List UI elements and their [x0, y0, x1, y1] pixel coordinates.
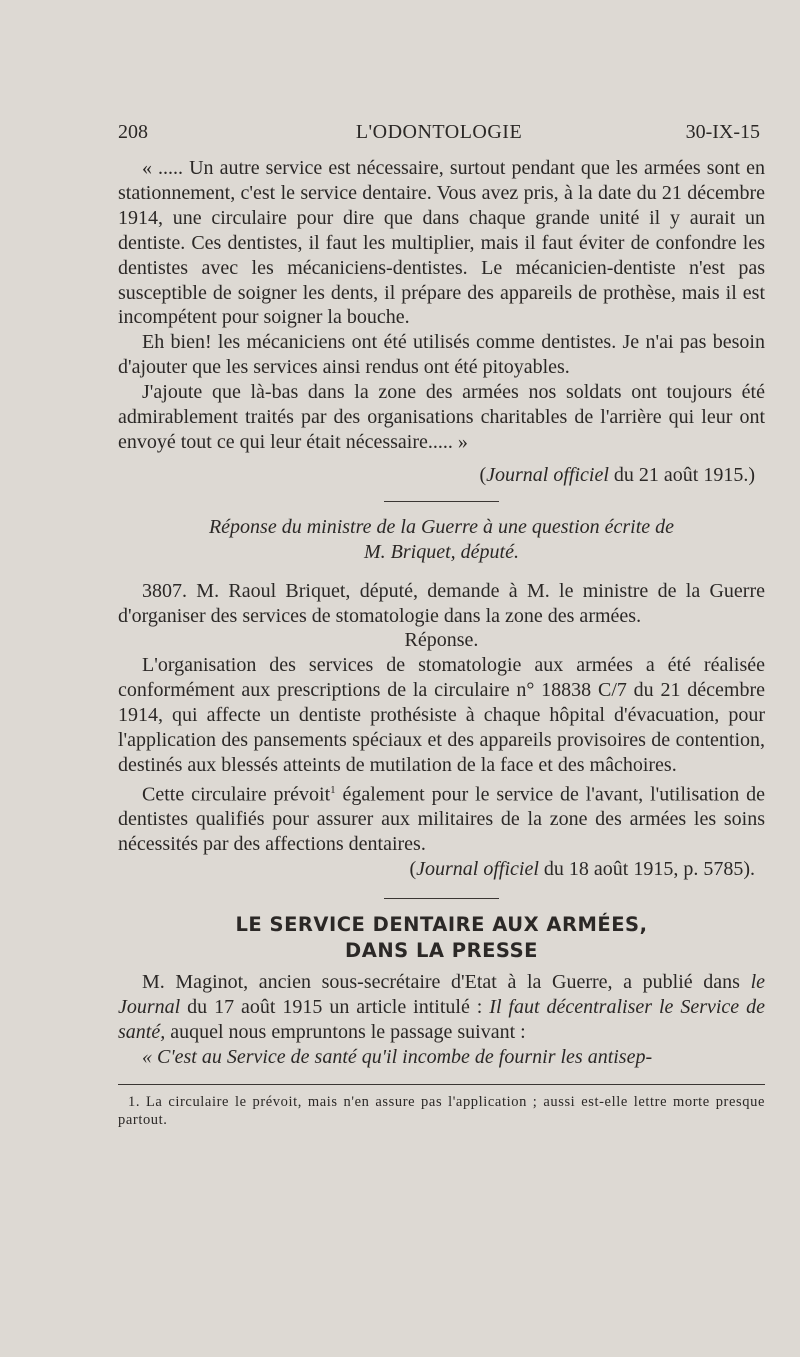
citation-2: (Journal officiel du 18 août 1915, p. 5785). [409, 858, 755, 881]
question-heading: Réponse du ministre de la Guerre à une question écrite de M. Briquet, député. [208, 515, 675, 563]
paragraph-reponse: L'organisation des services de stomatologie aux armées a été réalisée conformément aux prescriptions de la circulaire n° 18838 C/7 du 21 décembre 1914, qui affecte un dentiste prothésiste à chaque hôpital d'évacuation, pour l'application des pansements spéciaux et des appareils provisoires de contention, destinés aux blessés atteints de mutilation de la face et des mâchoires. [118, 654, 765, 776]
citation-1: (Journal officiel du 21 août 1915.) [479, 463, 755, 486]
paragraph-circulaire: Cette circulaire prévoit$^1$ également pour le service de l'avant, l'utilisation de dentistes qualifiés pour assurer aux militaires de la zone des armées les soins nécessités par des affections dentaires. [118, 783, 765, 856]
footnote-rule [118, 1084, 765, 1085]
paragraph-maginot: M. Maginot, ancien sous-secrétaire d'Etat à la Guerre, a publié dans le Journal du 17 août 1915 un article intitulé : Il faut décentraliser le Service de santé, auquel nous empruntons le passage suivant : [118, 971, 765, 1043]
separator-rule-1 [384, 501, 499, 502]
reponse-label: Réponse. [404, 629, 479, 652]
page-number: 208 [118, 121, 148, 143]
paragraph-quote-2: Eh bien! les mécaniciens ont été utilisés comme dentistes. Je n'ai pas besoin d'ajouter que les services ainsi rendus ont été pitoyables. [118, 331, 765, 379]
issue-date: 30-IX-15 [685, 121, 760, 143]
footnote-marker: 1 [330, 783, 336, 796]
footnote: 1. La circulaire le prévoit, mais n'en assure pas l'application ; aussi est-elle lettre morte presque partout. [118, 1093, 765, 1128]
running-title: L'ODONTOLOGIE [355, 121, 523, 143]
paragraph-quote-maginot: « C'est au Service de santé qu'il incombe de fournir les antisep- [142, 1045, 653, 1068]
main-text-column [118, 156, 765, 1129]
paragraph-quote-3: J'ajoute que là-bas dans la zone des armées nos soldats ont toujours été admirablement traités par des organisations charitables de l'arrière qui leur ont envoyé tout ce qui leur était nécessaire..... » [118, 381, 765, 453]
section-title: LE SERVICE DENTAIRE AUX ARMÉES, DANS LA PRESSE [235, 913, 648, 963]
paragraph-quote-1: « ..... Un autre service est nécessaire, surtout pendant que les armées sont en stationnement, c'est le service dentaire. Vous avez pris, à la date du 21 décembre 1914, une circulaire pour dire que dans chaque grande unité il y aurait un dentiste. Ces dentistes, il faut les multiplier, mais il faut éviter de confondre les dentistes avec les mécaniciens-dentistes. Le mécanicien-dentiste n'est pas susceptible de soigner les dents, il prépare des appareils de prothèse, mais il est incompétent pour soigner la bouche. [118, 157, 765, 329]
page-header [118, 121, 760, 149]
separator-rule-2 [384, 898, 499, 899]
paragraph-question: 3807. M. Raoul Briquet, député, demande à M. le ministre de la Guerre d'organiser des services de stomatologie dans la zone des armées. [118, 579, 765, 627]
